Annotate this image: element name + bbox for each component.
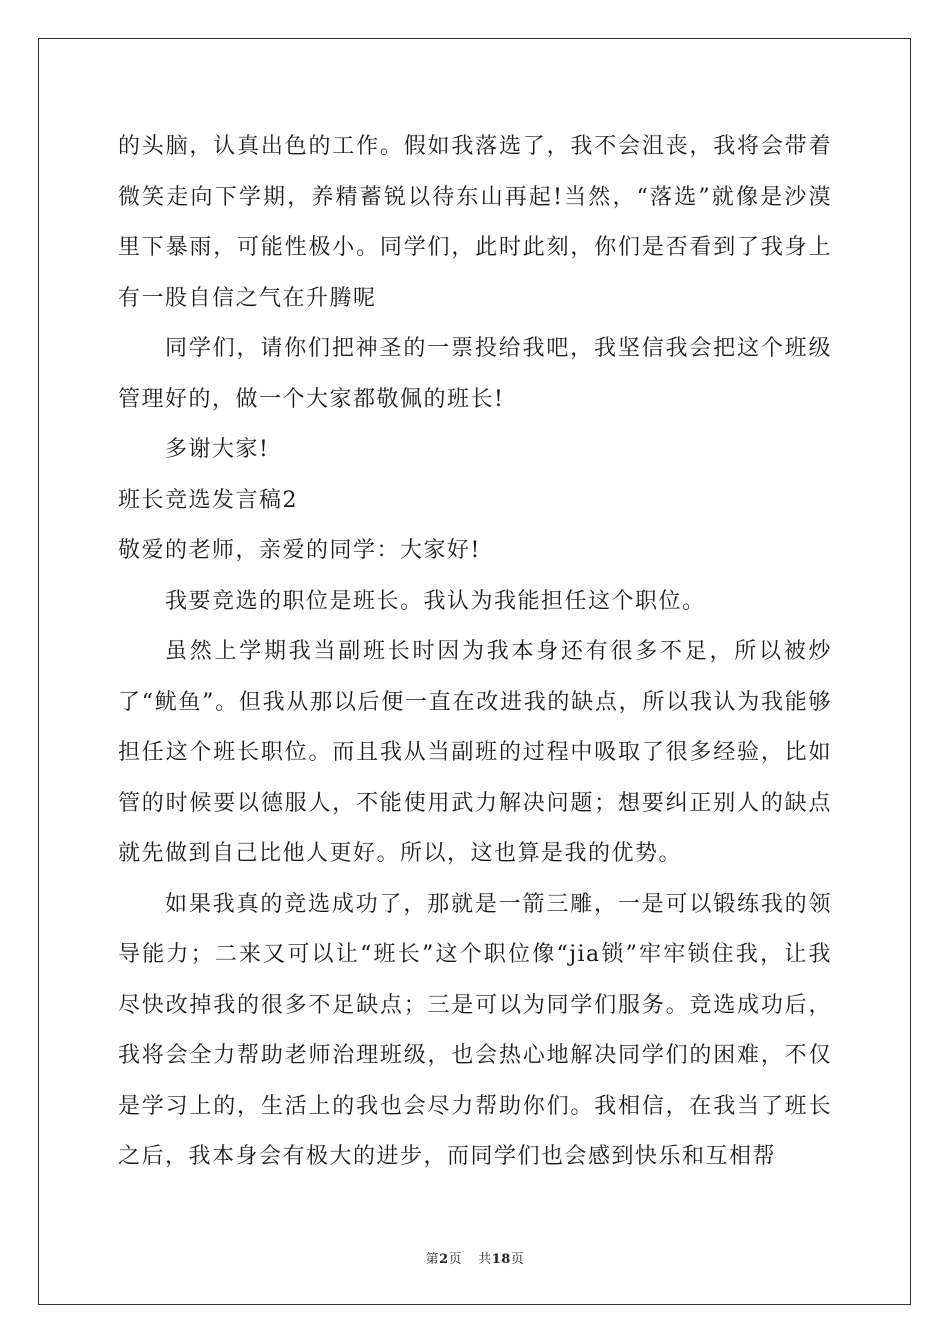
paragraph-6: 我要竞选的职位是班长。我认为我能担任这个职位。 [165,588,706,614]
page-unit: 页 [448,1252,463,1267]
paragraph-3: 多谢大家! [165,437,270,462]
paragraph-2: 同学们，请你们把神圣的一票投给我吧，我坚信我会把这个班级管理好的，做一个大家都敬佩的班长! [118,336,832,412]
page-prefix: 第 [425,1252,440,1267]
total-unit: 页 [510,1252,525,1267]
section-heading: 班长竞选发言稿2 [118,487,298,513]
page-total: 18 [491,1252,511,1267]
paragraph-8: 如果我真的竞选成功了，那就是一箭三雕，一是可以锻练我的领导能力；二来又可以让“班长”这个职位像“jia锁”牢牢锁住我，让我尽快改掉我的很多不足缺点；三是可以为同学们服务。竞选成功后，我将会全力帮助老师治理班级，也会热心地解决同学们的困难，不仅是学习上的，生活上的我也会尽力帮助你们。我相信，在我当了班长之后，我本身会有极大的进步，而同学们也会感到快乐和互相帮 [118,891,832,1169]
page-footer [0,1248,950,1267]
paragraph-1: 的头脑，认真出色的工作。假如我落选了，我不会沮丧，我将会带着微笑走向下学期，养精蓄锐以待东山再起!当然，“落选”就像是沙漠里下暴雨，可能性极小。同学们，此时此刻，你们是否看到了我身上有一股自信之气在升腾呢 [118,134,832,311]
total-prefix: 共 [478,1252,492,1267]
salutation: 敬爱的老师，亲爱的同学：大家好! [118,538,481,563]
paragraph-7: 虽然上学期我当副班长时因为我本身还有很多不足，所以被炒了“鱿鱼”。但我从那以后便一直在改进我的缺点，所以我认为我能够担任这个班长职位。而且我从当副班的过程中吸取了很多经验，比如管的时候要以德服人，不能使用武力解决问题；想要纠正别人的缺点就先做到自己比他人更好。所以，这也算是我的优势。 [118,639,832,866]
document-body [118,122,832,1183]
page-current: 2 [439,1252,449,1267]
